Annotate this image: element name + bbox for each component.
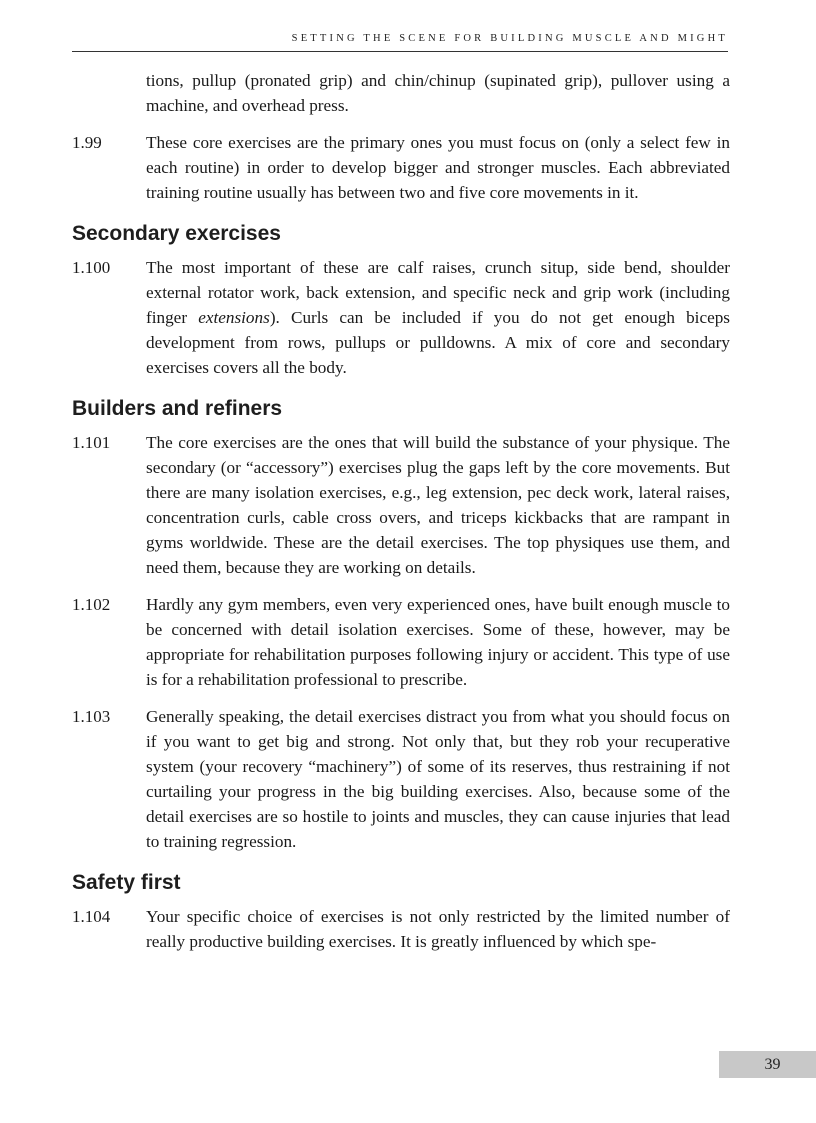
header-rule (72, 51, 728, 52)
paragraph-number: 1.102 (72, 595, 111, 614)
paragraph-text: Your specific choice of exercises is not only restricted by the limited number of really productive building exercises. It is greatly influenced by which spe- (146, 907, 730, 951)
heading-builders-refiners: Builders and refiners (72, 397, 283, 420)
paragraph-text: These core exercises are the primary ones you must focus on (only a select few in each routine) in order to develop bigger and stronger muscles. Each abbreviated training routine usually has between two and five core movements in it. (146, 133, 730, 202)
text-segment: ). Curls can be included if you do not get enough biceps development from rows, pullups or pulldowns. A mix of core and secondary exercises covers all the body. (146, 308, 730, 377)
paragraph-number: 1.99 (72, 133, 102, 152)
paragraph-text: Hardly any gym members, even very experienced ones, have built enough muscle to be concerned with detail isolation exercises. Some of these, however, may be appropriate for rehabilitation purposes following injury or accident. This type of use is for a rehabilitation professional to prescribe. (146, 595, 730, 689)
paragraph-1-104 (72, 904, 730, 954)
paragraph-text: tions, pullup (pronated grip) and chin/chinup (supinated grip), pullover using a machine, and overhead press. (146, 71, 730, 115)
paragraph-1-100 (72, 255, 730, 380)
paragraph-1-102 (72, 592, 730, 692)
page-number-tab (719, 1051, 816, 1078)
heading-secondary-exercises: Secondary exercises (72, 222, 281, 245)
paragraph-number: 1.103 (72, 707, 111, 726)
italic-term: extensions (198, 308, 270, 327)
text-segment: The most important of these are calf raises, crunch situp, side bend, shoulder external rotator work, back extension, and specific neck and grip work (including finger (146, 258, 730, 327)
paragraph-number: 1.100 (72, 258, 111, 277)
paragraph-text: The core exercises are the ones that will build the substance of your physique. The secondary (or “accessory”) exercises plug the gaps left by the core movements. But there are many isolation exercises, e.g., leg extension, pec deck work, lateral raises, concentration curls, cable cross overs, and triceps kickbacks that are rampant in gyms worldwide. These are the detail exercises. The top physiques use them, and need them, because they are working on details. (146, 433, 730, 577)
paragraph-number: 1.104 (72, 907, 111, 926)
paragraph-text: Generally speaking, the detail exercises distract you from what you should focus on if you want to get big and strong. Not only that, but they rob your recuperative system (your recovery “machinery”) of some of its reserves, thus restraining if not curtailing your progress in the big building exercises. Also, because some of the detail exercises are so hostile to joints and muscles, they can cause injuries that lead to training regression. (146, 707, 730, 851)
running-head: SETTING THE SCENE FOR BUILDING MUSCLE AND MIGHT (291, 33, 728, 44)
paragraph-1-99 (72, 130, 730, 205)
page-number: 39 (764, 1055, 781, 1073)
heading-safety-first: Safety first (72, 871, 181, 894)
page-body (72, 68, 730, 966)
paragraph-continued (72, 68, 730, 118)
paragraph-text (146, 255, 730, 380)
paragraph-1-101 (72, 430, 730, 580)
paragraph-number: 1.101 (72, 433, 111, 452)
paragraph-1-103 (72, 704, 730, 854)
